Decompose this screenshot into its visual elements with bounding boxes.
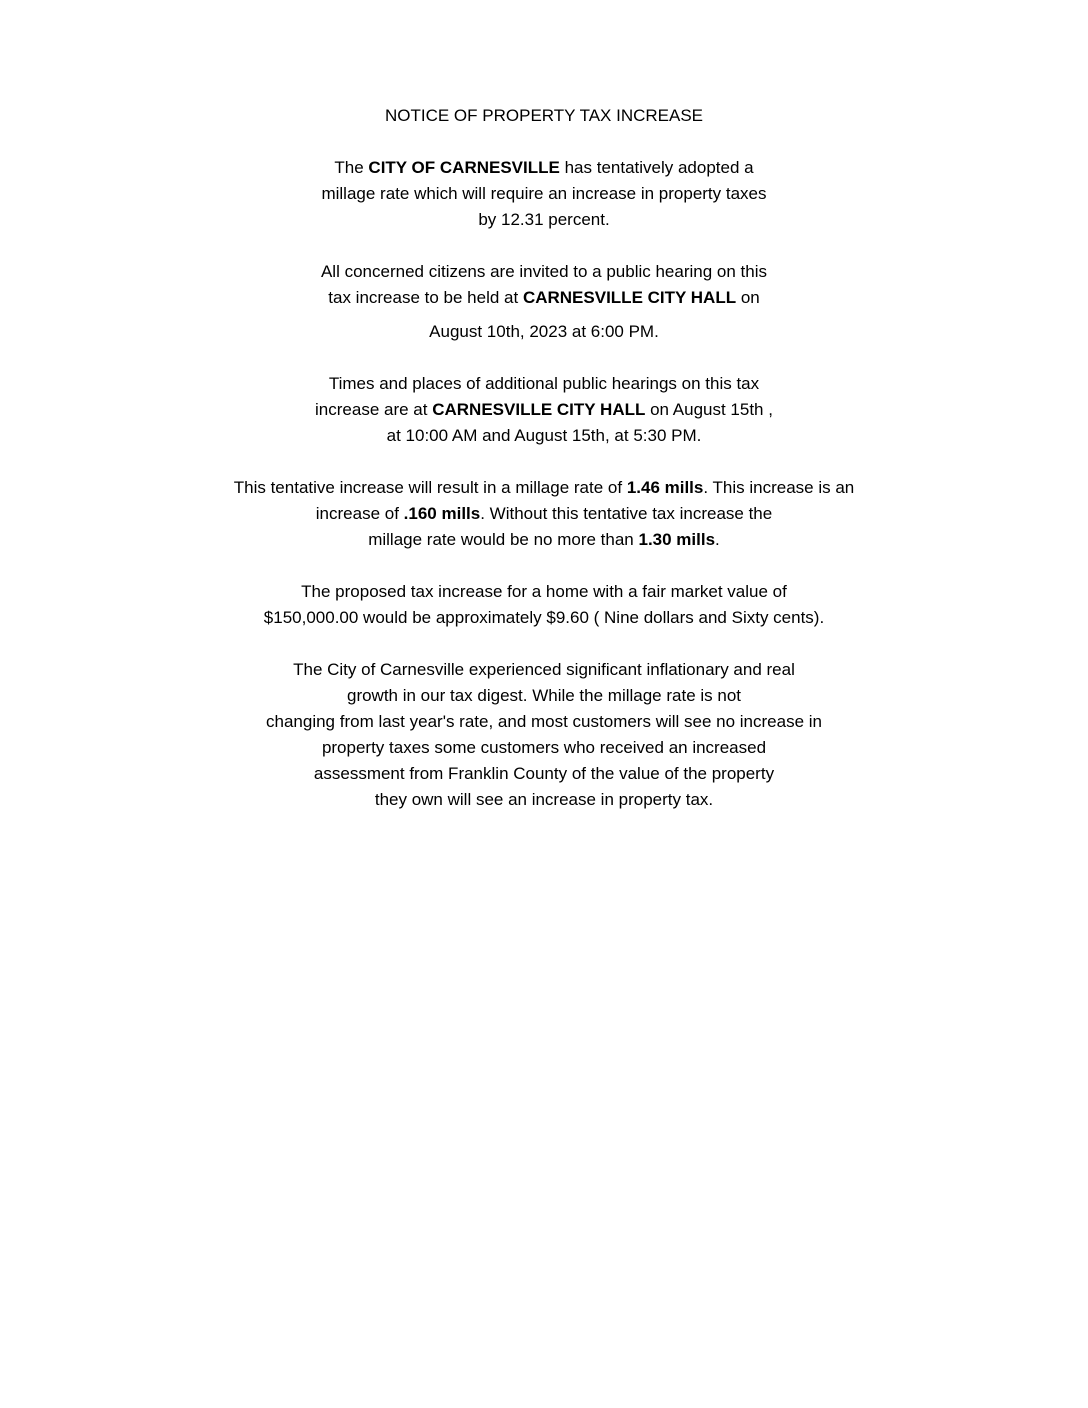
explanation-line-6: they own will see an increase in property tax.	[374, 790, 714, 809]
home-example-line-2: $150,000.00 would be approximately $9.60 ( Nine dollars and Sixty cents).	[263, 608, 825, 627]
explanation-line-4: property taxes some customers who received an increased	[321, 738, 767, 757]
adoption-line-3: by 12.31 percent.	[478, 210, 610, 229]
rollback-text: millage rate would be no more than	[368, 530, 639, 549]
city-name: CITY OF CARNESVILLE	[368, 158, 560, 177]
millage-line-3	[0, 527, 1088, 553]
increase-text: increase of	[315, 504, 404, 523]
notice-title: NOTICE OF PROPERTY TAX INCREASE	[384, 106, 704, 125]
additional-line-3: at 10:00 AM and August 15th, at 5:30 PM.	[386, 426, 702, 445]
increase-text-rest: . Without this tentative tax increase the	[480, 504, 773, 523]
hearing-location: CARNESVILLE CITY HALL	[522, 288, 737, 307]
paragraph-additional-hearings	[0, 371, 1088, 449]
additional-location: CARNESVILLE CITY HALL	[432, 400, 646, 419]
paragraph-explanation	[0, 657, 1088, 813]
hearing-line-2	[0, 285, 1088, 311]
paragraph-adoption	[0, 155, 1088, 233]
paragraph-home-example	[0, 579, 1088, 631]
rollback-rate: 1.30 mills	[638, 530, 716, 549]
adoption-line-2: millage rate which will require an increase in property taxes	[321, 184, 767, 203]
additional-line-1: Times and places of additional public hearings on this tax	[328, 374, 760, 393]
hearing-line-1: All concerned citizens are invited to a public hearing on this	[320, 262, 768, 281]
additional-text-rest: on August 15th ,	[645, 400, 773, 419]
explanation-line-2: growth in our tax digest. While the millage rate is not	[346, 686, 742, 705]
additional-text: increase are at	[315, 400, 433, 419]
hearing-text: tax increase to be held at	[328, 288, 523, 307]
millage-text-rest: . This increase is an	[703, 478, 855, 497]
adoption-line-1	[0, 155, 1088, 181]
additional-line-2	[0, 397, 1088, 423]
millage-increase: .160 mills	[403, 504, 481, 523]
rollback-period: .	[715, 530, 720, 549]
new-millage-rate: 1.46 mills	[626, 478, 704, 497]
notice-body	[0, 103, 1088, 839]
explanation-line-3: changing from last year's rate, and most customers will see no increase in	[266, 712, 822, 731]
hearing-date: August 10th, 2023 at 6:00 PM.	[429, 322, 659, 341]
explanation-line-5: assessment from Franklin County of the value of the property	[313, 764, 775, 783]
millage-line-1	[0, 475, 1088, 501]
millage-text: This tentative increase will result in a millage rate of	[233, 478, 627, 497]
paragraph-hearing	[0, 259, 1088, 345]
paragraph-millage	[0, 475, 1088, 553]
explanation-line-1: The City of Carnesville experienced significant inflationary and real	[293, 660, 795, 679]
millage-line-2	[0, 501, 1088, 527]
adoption-text: The	[334, 158, 369, 177]
home-example-line-1: The proposed tax increase for a home with a fair market value of	[301, 582, 787, 601]
adoption-text-rest: has tentatively adopted a	[559, 158, 754, 177]
hearing-text-rest: on	[736, 288, 760, 307]
